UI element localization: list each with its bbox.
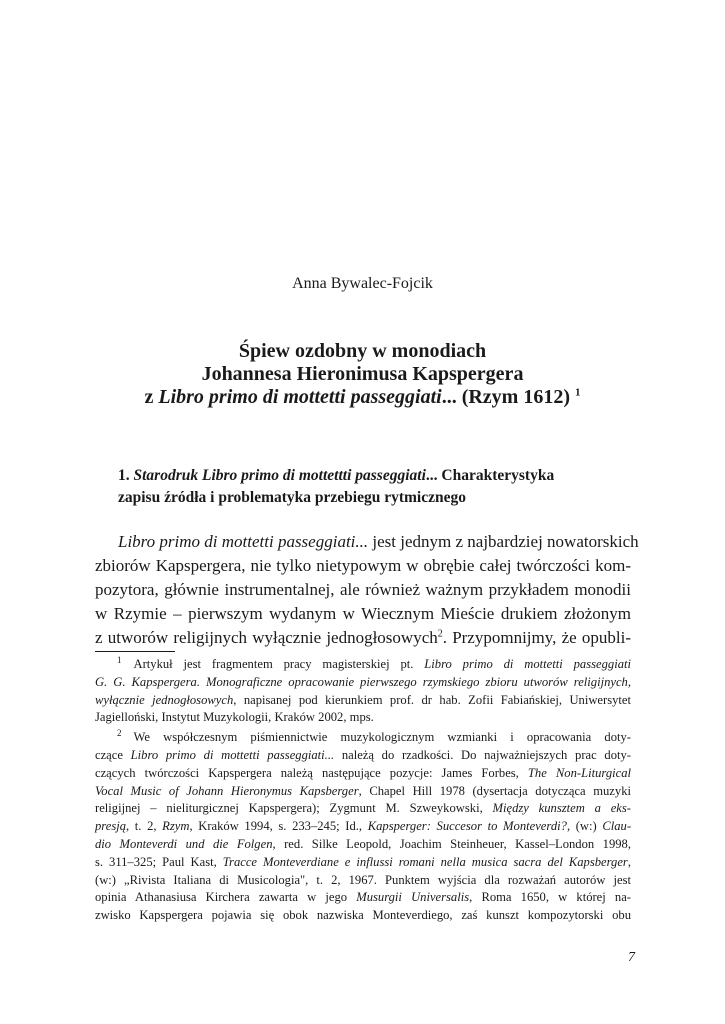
footnote-2-line-3 bbox=[95, 765, 631, 783]
footnote-1-line-3 bbox=[95, 692, 631, 710]
footnote-divider bbox=[95, 651, 175, 652]
footnote-1-text: Artykuł jest fragmentem pracy magisterskiej pt. bbox=[133, 657, 425, 671]
footnote-2-line-8-post: , bbox=[627, 854, 631, 869]
footnote-2-line-4 bbox=[95, 783, 631, 801]
title-italic-work: Libro primo di mottetti passeggiati bbox=[158, 386, 442, 408]
footnote-2-line-4-post: , Chapel Hill 1978 (dysertacja dotycząca muzyki bbox=[358, 783, 631, 798]
footnote-2-line-10-pre: opinia Athanasiusa Kirchera zawarta w jego bbox=[95, 890, 357, 905]
footnote-1-line-3-italic: wyłącznie jednogłosowych bbox=[95, 692, 234, 707]
body-line-5-pre: z utworów religijnych wyłącznie jednogłosowych bbox=[95, 628, 438, 647]
footnote-2-line-7-italic: dio Monteverdi und die Folgen bbox=[95, 836, 273, 851]
author-name: Anna Bywalec-Fojcik bbox=[292, 275, 433, 292]
footnote-2-line-6-mid-2: , Kraków 1994, s. 233–245; Id., bbox=[189, 819, 368, 834]
section-italic: Starodruk Libro primo di mottettti passeggiati bbox=[133, 467, 426, 484]
footnote-2-line-4-italic: Vocal Music of Johann Hieronymus Kapsberger bbox=[95, 783, 359, 798]
footnote-2-line-2 bbox=[95, 747, 631, 765]
section-rest: ... Charakterystyka bbox=[425, 467, 555, 484]
body-paragraph bbox=[95, 530, 639, 650]
footnote-1 bbox=[95, 656, 631, 727]
footnote-2-line-1 bbox=[95, 729, 631, 747]
title-footnote-ref[interactable]: 1 bbox=[575, 386, 581, 399]
section-number: 1. bbox=[118, 467, 130, 484]
body-line-5 bbox=[95, 626, 631, 650]
footnote-2-line-5-pre: religijnej – nieliturgicznej Kapspergera); Zygmunt M. Szweykowski, bbox=[95, 801, 493, 816]
footnote-2-line-8-italic: Tracce Monteverdiane e influssi romani nella musica sacra del Kapsberger bbox=[222, 854, 628, 869]
footnote-2-line-6-mid: , t. 2, bbox=[126, 819, 163, 834]
title-suffix: ... (Rzym 1612) bbox=[441, 386, 571, 408]
title-line-3 bbox=[60, 386, 665, 409]
footnote-1-line-2 bbox=[95, 674, 631, 692]
footnote-1-line-1 bbox=[95, 656, 631, 674]
body-line-5-post: . Przypomnijmy, że opubli- bbox=[442, 628, 631, 647]
footnote-2-line-3-pre: czących twórczości Kapspergera należą następujące pozycje: James Forbes, bbox=[95, 765, 528, 780]
body-line-4: w Rzymie – pierwszym wydanym w Wiecznym Mieście drukiem złożonym bbox=[95, 604, 631, 623]
section-heading-line-2: zapisu źródła i problematyka przebiegu rytmicznego bbox=[118, 489, 467, 506]
footnote-1-line-2-italic: G. G. Kapspergera. Monograficzne opracowanie pierwszego rzymskiego zbioru utworów religijnych, bbox=[95, 674, 631, 689]
footnote-2-line-6-italic-4: Clau- bbox=[602, 819, 632, 834]
footnote-2-line-8 bbox=[95, 854, 631, 872]
footnote-2-line-8-pre: s. 311–325; Paul Kast, bbox=[95, 854, 223, 869]
body-line-1 bbox=[95, 530, 639, 554]
footnote-2-line-6-italic-2: Rzym bbox=[162, 819, 190, 834]
body-line-1-rest: jest jednym z najbardziej nowatorskich bbox=[368, 532, 639, 551]
body-line-3: pozytora, głównie instrumentalnej, ale również ważnym przykładem monodii bbox=[95, 580, 631, 599]
footnote-1-number: 1 bbox=[117, 654, 122, 665]
footnote-2-line-6-italic: presją bbox=[95, 819, 127, 834]
section-heading bbox=[118, 465, 638, 509]
footnote-2-line-10-post: , Roma 1650, w której na- bbox=[469, 890, 631, 905]
footnote-2-line-11: zwisko Kapspergera pojawia się obok nazwiska Monteverdiego, zaś kunszt kompozytorski obu bbox=[95, 908, 631, 923]
page-number: 7 bbox=[628, 950, 635, 965]
footnote-2-number: 2 bbox=[117, 728, 122, 738]
body-italic-title: Libro primo di mottetti passeggiati... bbox=[118, 532, 369, 551]
footnote-2-line-9: (w:) „Rivista Italiana di Musicologia", t. 2, 1967. Punktem wyjścia dla rozważań autorów jest bbox=[95, 872, 631, 887]
body-line-2: zbiorów Kapspergera, nie tylko nietypowym w obrębie całej twórczości kom- bbox=[95, 556, 631, 575]
section-heading-line-1 bbox=[118, 465, 638, 487]
title-line-1: Śpiew ozdobny w monodiach bbox=[238, 340, 487, 362]
footnote-1-italic: Libro primo di mottetti passeggiati bbox=[424, 657, 631, 671]
title-line-2: Johannesa Hieronimusa Kapspergera bbox=[201, 363, 524, 385]
footnote-2-line-2-italic: Libro primo di mottetti passeggiati... bbox=[130, 747, 335, 762]
footnotes bbox=[95, 656, 631, 925]
footnote-1-line-3-text: , napisanej pod kierunkiem prof. dr hab. Zofii Fabiańskiej, Uniwersytet bbox=[233, 692, 631, 707]
footnote-2-line-6-post: , (w:) bbox=[566, 819, 603, 834]
footnote-2-line-2-pre: czące bbox=[95, 747, 131, 762]
article-title bbox=[60, 340, 665, 409]
footnote-2-line-6-italic-3: Kapsperger: Succesor to Monteverdi? bbox=[367, 819, 567, 834]
footnote-2-line-1-text: We współczesnym piśmiennictwie muzykologicznym wzmianki i opracowania doty- bbox=[133, 730, 631, 745]
title-prefix: z bbox=[144, 386, 159, 408]
footnote-2-line-6 bbox=[95, 818, 631, 836]
footnote-2-line-5-italic: Między kunsztem a eks- bbox=[492, 801, 631, 816]
footnote-2-line-10-italic: Musurgii Universalis bbox=[356, 890, 470, 905]
footnote-2-line-7 bbox=[95, 836, 631, 854]
footnote-2-line-3-italic: The Non-Liturgical bbox=[527, 765, 631, 780]
body-footnote-ref[interactable]: 2 bbox=[437, 628, 443, 640]
footnote-2-line-5 bbox=[95, 800, 631, 818]
footnote-1-line-4: Jagielloński, Instytut Muzykologii, Kraków 2002, mps. bbox=[95, 710, 374, 725]
footnote-2-line-7-post: , red. Silke Leopold, Joachim Steinheuer, Kassel–London 1998, bbox=[272, 836, 632, 851]
footnote-2-line-2-post: należą do rzadkości. Do najważniejszych prac doty- bbox=[334, 747, 631, 762]
footnote-2 bbox=[95, 729, 631, 925]
footnote-2-line-10 bbox=[95, 889, 631, 907]
